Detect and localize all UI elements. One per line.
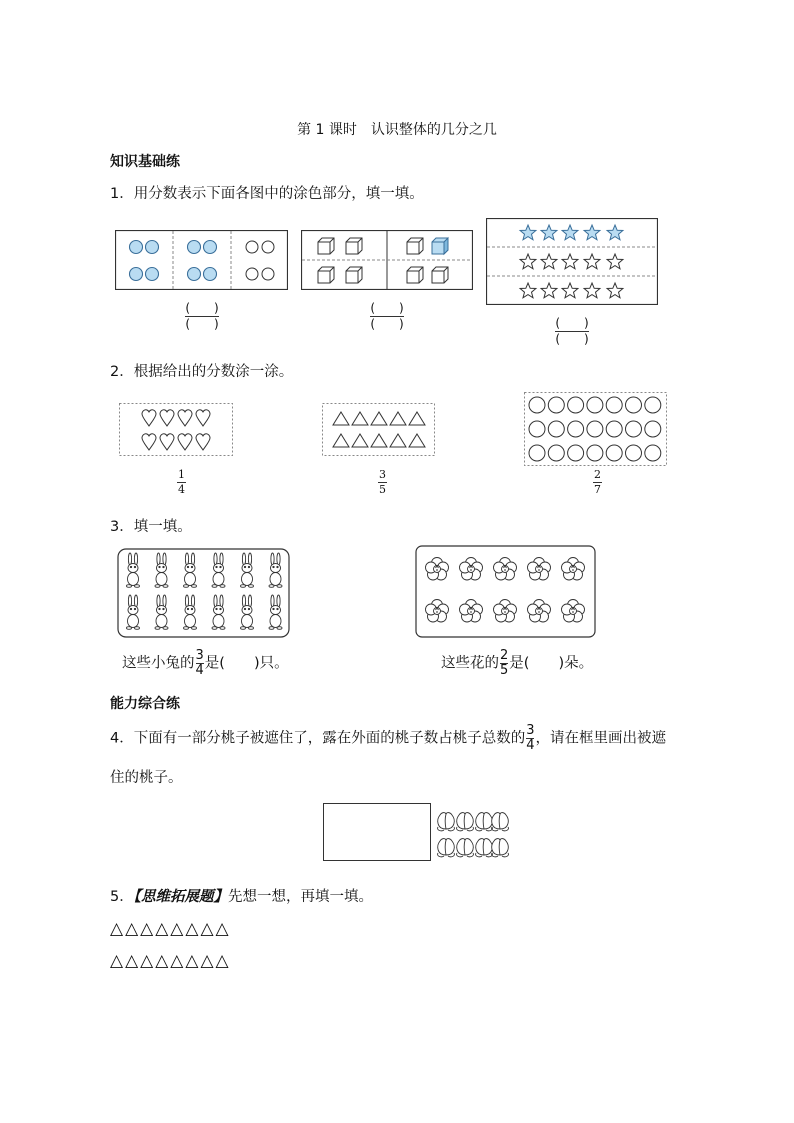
circle-shape bbox=[645, 445, 661, 461]
q2-fraction-3 bbox=[593, 469, 602, 496]
section-heading-advanced: 能力综合练 bbox=[110, 696, 180, 712]
cube-plain bbox=[407, 238, 423, 254]
circle-shape bbox=[606, 421, 622, 437]
question-4-text bbox=[110, 725, 666, 752]
q3-flower-question bbox=[441, 650, 593, 677]
q2-hearts-figure[interactable] bbox=[119, 403, 233, 456]
peach-shape bbox=[476, 813, 493, 831]
q1-circles-figure bbox=[115, 230, 288, 290]
q1-stars-figure bbox=[486, 218, 658, 305]
blank-numerator: ( ) bbox=[185, 301, 219, 315]
q5-number: 5． bbox=[110, 889, 134, 905]
denominator: 5 bbox=[379, 483, 386, 496]
rabbit-icon bbox=[269, 553, 282, 587]
page-title: 第 1 课时 认识整体的几分之几 bbox=[297, 122, 497, 138]
denominator: 4 bbox=[195, 663, 204, 678]
denominator: 4 bbox=[526, 738, 535, 753]
denominator: 4 bbox=[178, 483, 185, 496]
star-shaded bbox=[584, 225, 600, 240]
circle-shape bbox=[606, 445, 622, 461]
flower-icon bbox=[426, 558, 449, 581]
flower-text-pre: 这些花的 bbox=[441, 655, 499, 672]
flower-icon bbox=[562, 600, 585, 623]
q5-instruction: 先想一想，再填一填。 bbox=[227, 889, 373, 905]
q3-flowers-figure bbox=[415, 545, 596, 638]
q2-triangles-figure[interactable] bbox=[322, 403, 435, 456]
q4-drawing-box[interactable] bbox=[323, 803, 431, 861]
circle-plain bbox=[262, 241, 274, 253]
q1-cubes-figure bbox=[301, 230, 473, 290]
numerator: 1 bbox=[178, 468, 185, 481]
cube-plain bbox=[318, 238, 334, 254]
numerator: 2 bbox=[500, 648, 509, 663]
heart-shape bbox=[160, 434, 174, 450]
blank-denominator: ( ) bbox=[555, 332, 589, 346]
peach-shape bbox=[438, 813, 455, 831]
cube-plain bbox=[318, 267, 334, 283]
rabbit-icon bbox=[127, 553, 140, 587]
circle-shape bbox=[626, 421, 642, 437]
q1-answer-blank-a[interactable] bbox=[177, 302, 227, 331]
q2-fraction-2 bbox=[378, 469, 387, 496]
flower-icon bbox=[562, 558, 585, 581]
cube-plain bbox=[346, 238, 362, 254]
q5-triangle-row-2: △△△△△△△△ bbox=[110, 951, 231, 971]
q4-text-pre: 4．下面有一部分桃子被遮住了，露在外面的桃子数占桃子总数的 bbox=[110, 730, 526, 747]
triangle-shape bbox=[409, 434, 425, 447]
circle-shape bbox=[645, 421, 661, 437]
rabbit-icon bbox=[184, 553, 197, 587]
heart-shape bbox=[160, 410, 174, 426]
star-plain bbox=[607, 283, 623, 298]
heart-shape bbox=[142, 434, 156, 450]
rabbit-icon bbox=[212, 553, 225, 587]
blank-denominator: ( ) bbox=[370, 317, 404, 331]
rabbit-icon bbox=[241, 553, 254, 587]
flower-icon bbox=[494, 600, 517, 623]
peach-shape bbox=[457, 839, 474, 857]
triangle-shape bbox=[409, 412, 425, 425]
circle-shaded bbox=[188, 268, 201, 281]
flower-icon bbox=[460, 558, 483, 581]
circle-shaded bbox=[204, 241, 217, 254]
circle-shape bbox=[529, 421, 545, 437]
rabbit-icon bbox=[212, 595, 225, 629]
circle-shape bbox=[568, 445, 584, 461]
question-4-text-line2: 住的桃子。 bbox=[110, 770, 183, 786]
cube-plain bbox=[407, 267, 423, 283]
circle-shape bbox=[529, 445, 545, 461]
rabbit-icon bbox=[184, 595, 197, 629]
heart-shape bbox=[196, 410, 210, 426]
circle-shaded bbox=[146, 268, 159, 281]
q1-answer-blank-c[interactable] bbox=[547, 317, 597, 346]
circle-shape bbox=[587, 397, 603, 413]
flower-icon bbox=[460, 600, 483, 623]
star-plain bbox=[584, 283, 600, 298]
triangle-shape bbox=[390, 412, 406, 425]
q4-fraction bbox=[526, 725, 534, 752]
circle-shape bbox=[587, 421, 603, 437]
triangle-shape bbox=[390, 434, 406, 447]
blank-denominator: ( ) bbox=[185, 317, 219, 331]
triangle-shape bbox=[352, 412, 368, 425]
numerator: 3 bbox=[195, 648, 204, 663]
peach-shape bbox=[492, 839, 509, 857]
star-plain bbox=[562, 254, 578, 269]
q4-text-post: ，请在框里画出被遮 bbox=[535, 730, 667, 747]
triangle-shape bbox=[333, 412, 349, 425]
circle-shape bbox=[626, 397, 642, 413]
peach-shape bbox=[476, 839, 493, 857]
q3-rabbit-question bbox=[122, 650, 289, 677]
cube-plain bbox=[346, 267, 362, 283]
rabbit-text-pre: 这些小兔的 bbox=[122, 655, 195, 672]
star-shaded bbox=[562, 225, 578, 240]
star-shaded bbox=[541, 225, 557, 240]
triangle-shape bbox=[333, 434, 349, 447]
circle-plain bbox=[262, 268, 274, 280]
circle-shaded bbox=[204, 268, 217, 281]
heart-shape bbox=[178, 434, 192, 450]
circle-shape bbox=[606, 397, 622, 413]
peach-shape bbox=[492, 813, 509, 831]
q5-tag: 【思维拓展题】 bbox=[133, 889, 228, 905]
circle-shaded bbox=[130, 241, 143, 254]
star-plain bbox=[562, 283, 578, 298]
star-plain bbox=[541, 283, 557, 298]
rabbit-icon bbox=[155, 595, 168, 629]
circle-shape bbox=[568, 397, 584, 413]
star-shaded bbox=[520, 225, 536, 240]
triangle-shape bbox=[352, 434, 368, 447]
cube-plain bbox=[432, 267, 448, 283]
heart-shape bbox=[178, 410, 192, 426]
question-2-text: 2．根据给出的分数涂一涂。 bbox=[110, 364, 294, 380]
circle-plain bbox=[246, 268, 258, 280]
circle-shape bbox=[626, 445, 642, 461]
circle-shaded bbox=[130, 268, 143, 281]
numerator: 2 bbox=[594, 468, 601, 481]
blank-numerator: ( ) bbox=[370, 301, 404, 315]
circle-shape bbox=[548, 445, 564, 461]
flower-icon bbox=[528, 558, 551, 581]
circle-shape bbox=[548, 397, 564, 413]
rabbit-text-post[interactable]: 是( )只。 bbox=[204, 655, 289, 672]
circle-shape bbox=[568, 421, 584, 437]
star-plain bbox=[520, 283, 536, 298]
q3-rabbits-figure bbox=[117, 548, 290, 638]
q4-peaches-figure bbox=[434, 805, 510, 861]
rabbit-icon bbox=[241, 595, 254, 629]
circle-shaded bbox=[146, 241, 159, 254]
q5-triangle-row-1: △△△△△△△△ bbox=[110, 919, 231, 939]
section-heading-basic: 知识基础练 bbox=[110, 154, 180, 170]
blank-numerator: ( ) bbox=[555, 316, 589, 330]
question-5-text bbox=[110, 885, 373, 906]
circle-shape bbox=[645, 397, 661, 413]
flower-icon bbox=[494, 558, 517, 581]
rabbit-fraction bbox=[196, 650, 204, 677]
star-plain bbox=[607, 254, 623, 269]
cube-shaded bbox=[432, 238, 448, 254]
q1-answer-blank-b[interactable] bbox=[362, 302, 412, 331]
flower-fraction bbox=[500, 650, 508, 677]
numerator: 3 bbox=[379, 468, 386, 481]
rabbit-icon bbox=[269, 595, 282, 629]
circle-shape bbox=[587, 445, 603, 461]
triangle-shape bbox=[371, 412, 387, 425]
numerator: 3 bbox=[526, 723, 535, 738]
circle-plain bbox=[246, 241, 258, 253]
peach-shape bbox=[438, 839, 455, 857]
circle-shaded bbox=[188, 241, 201, 254]
circle-shape bbox=[548, 421, 564, 437]
q2-fraction-1 bbox=[177, 469, 186, 496]
star-plain bbox=[541, 254, 557, 269]
flower-icon bbox=[528, 600, 551, 623]
peach-shape bbox=[457, 813, 474, 831]
flower-text-post[interactable]: 是( )朵。 bbox=[509, 655, 594, 672]
star-plain bbox=[520, 254, 536, 269]
circle-shape bbox=[529, 397, 545, 413]
question-1-text: 1．用分数表示下面各图中的涂色部分，填一填。 bbox=[110, 186, 424, 202]
rabbit-icon bbox=[127, 595, 140, 629]
question-3-text: 3．填一填。 bbox=[110, 519, 192, 535]
heart-shape bbox=[142, 410, 156, 426]
star-plain bbox=[584, 254, 600, 269]
denominator: 7 bbox=[594, 483, 601, 496]
heart-shape bbox=[196, 434, 210, 450]
q2-circles-figure[interactable] bbox=[524, 392, 667, 466]
triangle-shape bbox=[371, 434, 387, 447]
flower-icon bbox=[426, 600, 449, 623]
denominator: 5 bbox=[500, 663, 509, 678]
star-shaded bbox=[607, 225, 623, 240]
rabbit-icon bbox=[155, 553, 168, 587]
